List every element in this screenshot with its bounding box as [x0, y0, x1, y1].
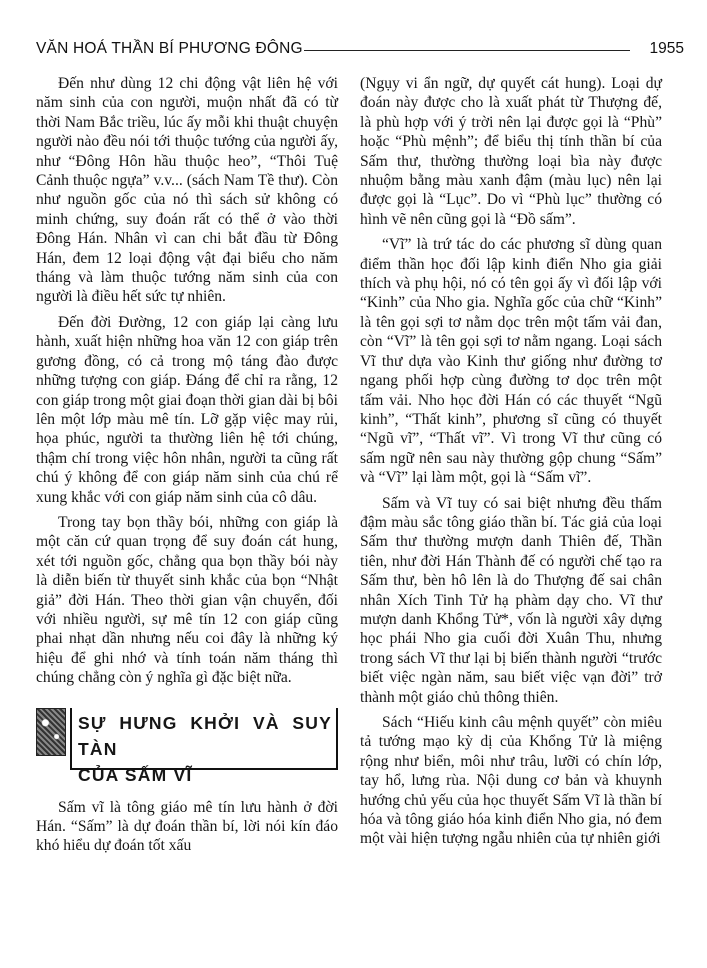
- book-title: VĂN HOÁ THẦN BÍ PHƯƠNG ĐÔNG: [36, 40, 303, 57]
- paragraph: Đến như dùng 12 chi động vật liên hệ với năm sinh của con người, muộn nhất đã có từ thời Nam Bắc triều, lúc ấy mỗi khi thuật chuyện người nào đều nói tới thuộc tướng của người ấy, như “Đông Hôn hầu thuộc heo”, “Thôi Tuệ Cảnh thuộc ngựa” v.v... (sách Nam Tề thư). Còn như nguồn gốc của nó thì sách sử không có minh chứng, suy đoán rất có thể ở vào thời Đông Hán. Nhân vì can chi bắt đầu từ Đông Hán, đem 12 loại động vật đại biểu cho năm tháng và làm thuộc tướng năm sinh của con người là điều hết sức tự nhiên.: [36, 75, 338, 306]
- heading-line-1: SỰ HƯNG KHỞI VÀ SUY TÀN: [78, 712, 332, 759]
- page-number: 1955: [649, 40, 684, 57]
- paragraph: Sách “Hiếu kinh câu mệnh quyết” còn miêu tả tướng mạo kỳ dị của Khổng Tử là miệng rộng như biển, môi như trâu, lưỡi có chín lớp, tay hổ, lưng rùa. Nội dung cơ bản và khuynh hướng chủ yếu của học thuyết Sấm Vĩ là thần bí hóa và tông giáo hóa kinh điển Nho gia, nó đem một vài hiện tượng ngẫu nhiên của tự nhiên giới: [360, 714, 662, 848]
- paragraph: Sấm và Vĩ tuy có sai biệt nhưng đều thấm đậm màu sắc tông giáo thần bí. Tác giả của loại Sấm thư thường mượn danh Thiên đế, Thần tiên, như đời Hán Thành đế có người chế tạo ra Sấm thư, bèn hô lên là do Thượng đế sai chân nhân Xích Tinh Tử hạ phàm dạy cho. Vĩ thư mượn danh Khổng Tử*, vốn là người xây dựng học phái Nho gia cuối đời Xuân Thu, nhưng trong sách Vĩ thư lại bị biến thành người “trước biết việc ngàn năm, sau biết việc vạn đời” trở thành một giáo chủ thông thiên.: [360, 494, 662, 706]
- heading-box: [70, 708, 338, 785]
- paragraph: Sấm vĩ là tông giáo mê tín lưu hành ở đời Hán. “Sấm” là dự đoán thần bí, lời nói kín đáo khó hiểu dự đoán tốt xấu: [36, 798, 338, 855]
- ornament-icon: [36, 708, 66, 756]
- paragraph: Đến đời Đường, 12 con giáp lại càng lưu hành, xuất hiện những hoa văn 12 con giáp trên gương đồng, có cả trong mộ táng đào được những tượng con giáp. Đáng để chỉ ra rằng, 12 con giáp trong một giai đoạn thời gian dài bị bôi lên một lớp màu mê tín. Lỡ gặp việc may rủi, họa phúc, người ta thường liên hệ tới chúng, thậm chí trong việc hôn nhân, người ta cũng rất chú ý không để con giáp năm sinh của chú rể xung khắc với con giáp năm sinh của cô dâu.: [36, 313, 338, 506]
- paragraph: “Vĩ” là trứ tác do các phương sĩ dùng quan điểm thần học đối lập kinh điển Nho gia giải thích và phụ hội, nó có tên gọi ấy vì đối lập với “Kinh” của Nho gia. Nghĩa gốc của chữ “Kinh” là tên gọi sợi tơ nằm dọc trên một tấm vải đan, còn “Vĩ” là tên gọi sợi tơ nằm ngang. Loại sách Vĩ thư dựa vào Kinh thư giống như đường tơ ngang phối hợp cùng đường tơ dọc trên một tấm vải. Nho học đời Hán có các thuyết “Ngũ kinh”, “Thất kinh”, phương sĩ cũng có thuyết “Ngũ vĩ”, “Thất vĩ”. Vì trong Vĩ thư cũng có sấm ngữ nên sau này thường gộp chung “Sấm” và “Vĩ” lại làm một, gọi là “Sấm vĩ”.: [360, 236, 662, 487]
- section-heading: [36, 708, 338, 785]
- left-column: [36, 74, 338, 862]
- paragraph: (Ngụy vi ẩn ngữ, dự quyết cát hung). Loại dự đoán này được cho là xuất phát từ Thượng đế, là phù hợp với ý trời nên lại được gọi là “Phù” hoặc “Phù mệnh”; để biểu thị tính thần bí của Sấm thư, thường thường loại bìa này được nhuộm bằng màu xanh đậm (màu lục) nên lại được gọi là “Lục”. Do vì “Phù lục” thường có hình vẽ nên cũng gọi là “Đồ sấm”.: [360, 75, 662, 228]
- paragraph: Trong tay bọn thầy bói, những con giáp là một căn cứ quan trọng để suy đoán cát hung, xét tới nguồn gốc, chẳng qua bọn thầy bói này là diễn biến từ thuyết sinh khắc của bọn “Nhật giả” đời Hán. Theo thời gian vận chuyển, đối với nhiều người, sự mê tín 12 con giáp cũng phai nhạt dần nhưng nếu coi đây là những ký hiệu để ghi nhớ và tính toán năm tháng thì chúng chẳng còn ý nghĩa gì đặc biệt nữa.: [36, 513, 338, 687]
- running-header: [36, 38, 684, 62]
- right-column: [360, 74, 662, 855]
- header-rule: [304, 50, 630, 51]
- heading-line-2: CỦA SẤM VĨ: [78, 764, 193, 785]
